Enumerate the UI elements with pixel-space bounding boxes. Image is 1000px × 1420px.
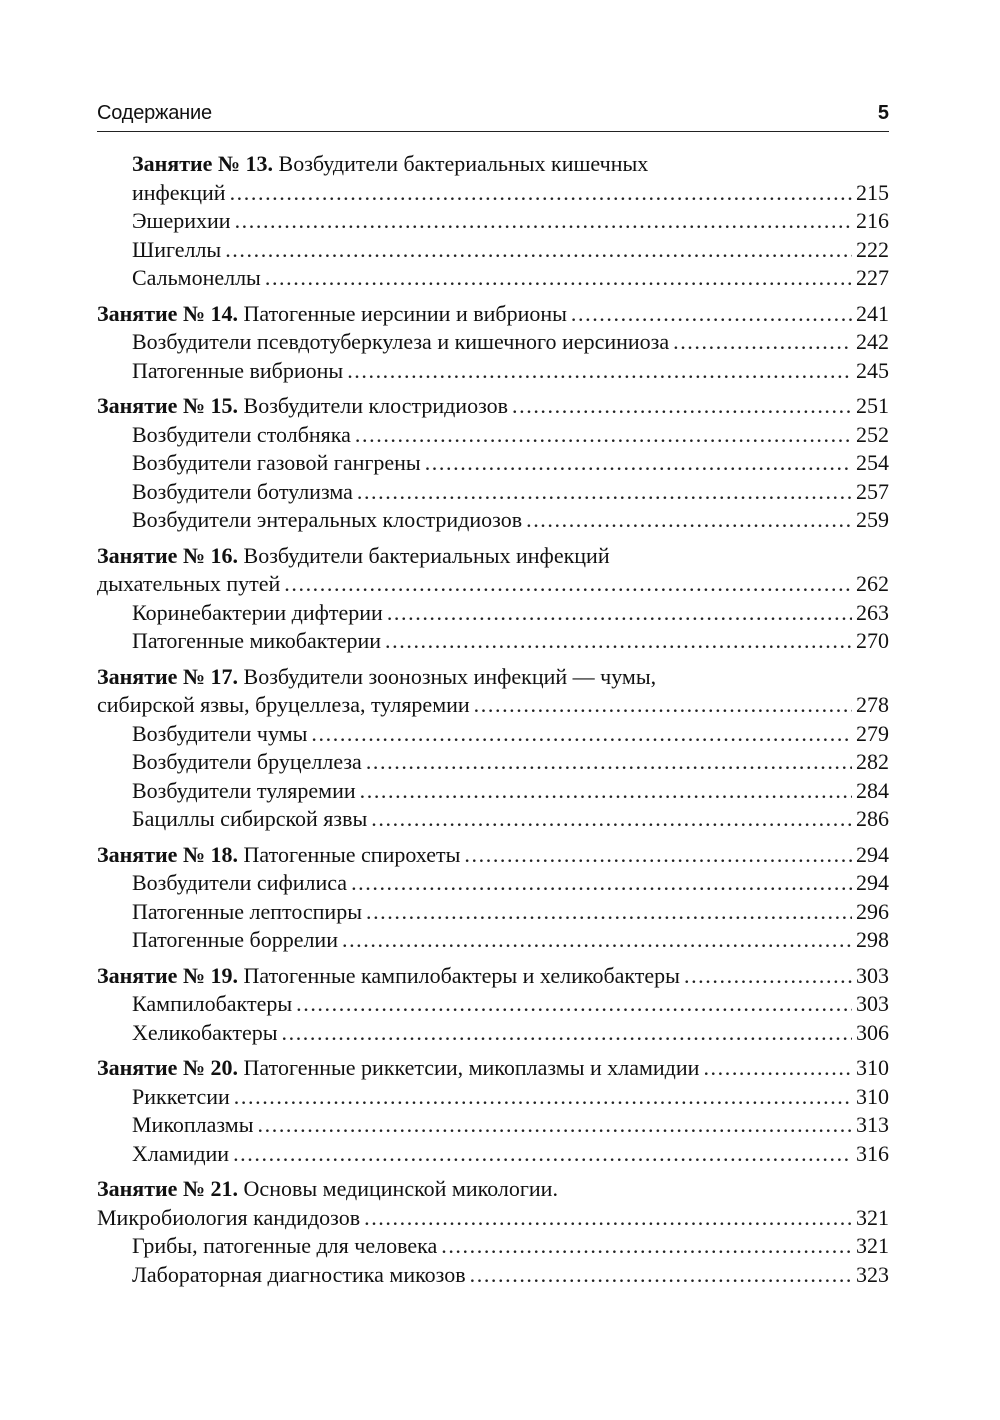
toc-heading [97,841,889,870]
toc-heading [97,542,889,571]
page-number: 5 [877,102,889,124]
dot-leader [371,805,852,834]
toc-page-number: 294 [856,870,889,895]
toc-item [97,777,889,806]
toc-heading-cont: Микробиология кандидозов [97,1204,361,1230]
toc-section-19 [97,962,889,1048]
toc-heading-continuation [97,1204,889,1233]
toc-heading-title: Возбудители зоонозных инфекций — чумы, [238,663,657,689]
toc-heading [97,1175,889,1204]
toc-page-number: 282 [856,749,889,774]
dot-leader [364,1204,852,1233]
toc-item [97,1111,889,1140]
dot-leader [265,264,852,293]
toc-page-number: 245 [856,357,889,383]
toc-item [97,1083,889,1112]
toc-heading-label: Занятие № 19. [97,962,239,988]
toc-heading-title: Основы медицинской микологии. [238,1176,558,1201]
toc-item-title: Кампилобактеры [132,991,293,1016]
toc-section-21 [97,1175,889,1289]
dot-leader [703,1054,852,1083]
toc-heading-cont: дыхательных путей [97,571,281,596]
toc-page-number: 254 [856,450,889,475]
toc-item-title: Лабораторная диагностика микозов [132,1261,466,1287]
toc-page-number: 303 [856,962,889,988]
toc-item [97,478,889,507]
toc-item [97,990,889,1019]
toc-item [97,805,889,834]
toc-heading-title: Патогенные спирохеты [238,841,461,867]
toc-heading-label: Занятие № 21. [97,1176,239,1201]
toc-heading-label: Занятие № 13. [132,151,274,176]
toc-item [97,1019,889,1048]
toc-heading-title: Патогенные риккетсии, микоплазмы и хламидии [238,1055,700,1080]
dot-leader [230,179,852,208]
table-of-contents [97,150,889,1296]
toc-item [97,449,889,478]
toc-item [97,328,889,357]
toc-item [97,898,889,927]
dot-leader [311,720,852,749]
toc-page-number: 313 [856,1112,889,1137]
dot-leader [684,962,852,991]
toc-item [97,748,889,777]
toc-page-number: 321 [856,1204,889,1230]
toc-heading [97,300,889,329]
running-head [97,96,889,132]
toc-page-number: 262 [856,571,889,596]
toc-item [97,236,889,265]
dot-leader [470,1261,852,1290]
toc-page-number: 310 [856,1055,889,1080]
toc-heading-label: Занятие № 17. [97,663,239,689]
toc-page-number: 252 [856,421,889,447]
toc-page-number: 278 [856,692,889,717]
toc-page-number: 286 [856,806,889,831]
toc-heading-label: Занятие № 14. [97,300,239,326]
dot-leader [234,1083,852,1112]
toc-item [97,599,889,628]
toc-heading-label: Занятие № 16. [97,542,239,568]
dot-leader [526,506,852,535]
toc-item [97,1232,889,1261]
toc-heading-continuation [97,179,889,208]
toc-heading-label: Занятие № 15. [97,393,239,418]
toc-item-title: Возбудители газовой гангрены [132,450,421,475]
dot-leader [355,421,852,450]
toc-item [97,506,889,535]
dot-leader [441,1232,852,1261]
toc-section-15 [97,392,889,535]
toc-item-title: Шигеллы [132,236,222,262]
dot-leader [342,926,852,955]
toc-heading-title: Возбудители бактериальных инфекций [238,542,610,568]
toc-section-17 [97,663,889,834]
dot-leader [357,478,852,507]
toc-page-number: 251 [856,393,889,418]
toc-page-number: 298 [856,927,889,952]
toc-page-number: 263 [856,599,889,625]
toc-item-title: Сальмонеллы [132,265,261,290]
toc-heading-cont: инфекций [132,179,226,205]
toc-heading-title: Возбудители бактериальных кишечных [273,151,649,176]
toc-item-title: Возбудители псевдотуберкулеза и кишечного иерсиниоза [132,329,670,354]
dot-leader [464,841,852,870]
toc-heading [97,1054,889,1083]
toc-page-number: 294 [856,841,889,867]
dot-leader [571,300,852,329]
toc-page-number: 215 [856,179,889,205]
toc-section-20 [97,1054,889,1168]
dot-leader [366,898,852,927]
toc-item-title: Патогенные лептоспиры [132,898,362,924]
toc-heading-continuation [97,691,889,720]
toc-item-title: Возбудители бруцеллеза [132,749,362,774]
toc-heading [97,962,889,991]
dot-leader [360,777,852,806]
toc-item-title: Хеликобактеры [132,1019,278,1045]
dot-leader [387,599,852,628]
toc-item [97,357,889,386]
dot-leader [258,1111,852,1140]
toc-item-title: Риккетсии [132,1083,230,1109]
toc-page-number: 222 [856,236,889,262]
toc-heading-title: Возбудители клостридиозов [238,393,509,418]
toc-heading-title: Патогенные иерсинии и вибрионы [238,300,567,326]
toc-item-title: Бациллы сибирской язвы [132,806,368,831]
toc-item [97,926,889,955]
toc-page-number: 242 [856,329,889,354]
toc-page-number: 279 [856,720,889,746]
dot-leader [296,990,852,1019]
toc-page-number: 310 [856,1083,889,1109]
toc-item [97,207,889,236]
running-head-title: Содержание [97,102,212,124]
toc-item [97,264,889,293]
toc-item [97,1261,889,1290]
dot-leader [233,1140,852,1169]
toc-item-title: Возбудители чумы [132,720,308,746]
toc-item-title: Патогенные микобактерии [132,628,382,653]
dot-leader [474,691,852,720]
toc-item [97,720,889,749]
dot-leader [366,748,852,777]
toc-heading-cont: сибирской язвы, бруцеллеза, туляремии [97,692,470,717]
toc-page-number: 316 [856,1140,889,1166]
toc-heading [97,663,889,692]
toc-page-number: 303 [856,991,889,1016]
toc-item-title: Патогенные боррелии [132,927,338,952]
toc-item [97,421,889,450]
toc-page-number: 270 [856,628,889,653]
toc-page-number: 323 [856,1261,889,1287]
toc-item-title: Хламидии [132,1140,230,1166]
dot-leader [673,328,852,357]
dot-leader [385,627,852,656]
dot-leader [512,392,852,421]
toc-section-18 [97,841,889,955]
toc-item-title: Возбудители сифилиса [132,870,348,895]
toc-item [97,627,889,656]
toc-heading-label: Занятие № 18. [97,841,239,867]
dot-leader [347,357,852,386]
toc-section-13 [97,150,889,293]
toc-heading [97,392,889,421]
toc-page-number: 227 [856,265,889,290]
toc-page-number: 306 [856,1019,889,1045]
toc-item-title: Грибы, патогенные для человека [132,1233,438,1258]
toc-page-number: 321 [856,1233,889,1258]
toc-section-16 [97,542,889,656]
dot-leader [235,207,852,236]
toc-section-14 [97,300,889,386]
toc-item [97,1140,889,1169]
toc-item [97,869,889,898]
toc-heading-continuation [97,570,889,599]
dot-leader [225,236,852,265]
toc-item-title: Патогенные вибрионы [132,357,344,383]
dot-leader [351,869,852,898]
toc-item-title: Эшерихии [132,208,231,233]
toc-page-number: 216 [856,208,889,233]
dot-leader [425,449,852,478]
dot-leader [282,1019,853,1048]
toc-heading-title: Патогенные кампилобактеры и хеликобактеры [238,962,680,988]
toc-item-title: Возбудители столбняка [132,421,351,447]
dot-leader [284,570,852,599]
toc-item-title: Коринебактерии дифтерии [132,599,383,625]
toc-item-title: Возбудители туляремии [132,777,356,803]
toc-page-number: 296 [856,898,889,924]
toc-page-number: 284 [856,777,889,803]
toc-item-title: Микоплазмы [132,1112,254,1137]
toc-page-number: 257 [856,478,889,504]
toc-item-title: Возбудители ботулизма [132,478,353,504]
toc-heading-label: Занятие № 20. [97,1055,239,1080]
toc-item-title: Возбудители энтеральных клостридиозов [132,507,523,532]
toc-page-number: 241 [856,300,889,326]
toc-heading [97,150,889,179]
toc-page-number: 259 [856,507,889,532]
